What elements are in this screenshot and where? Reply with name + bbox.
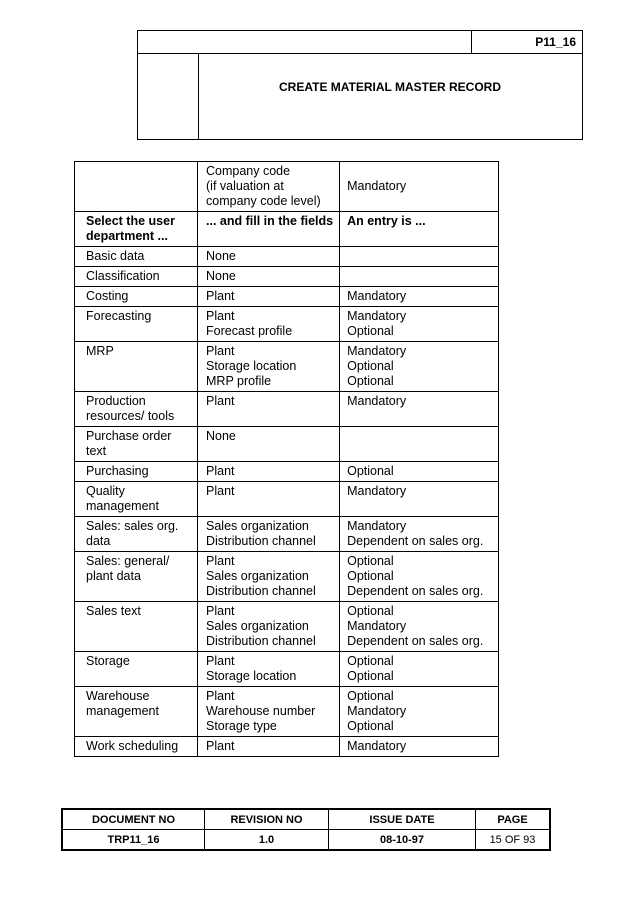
department-cell bbox=[75, 517, 198, 552]
fields-cell-line: Company code bbox=[206, 164, 291, 178]
fields-cell-line: Forecast profile bbox=[206, 324, 293, 338]
fields-cell bbox=[198, 462, 340, 482]
fields-cell-line: Distribution channel bbox=[206, 584, 316, 598]
table-row bbox=[75, 602, 499, 652]
entry-cell-line: Mandatory bbox=[347, 739, 407, 753]
fields-cell-line: Plant bbox=[206, 689, 235, 703]
table-row bbox=[75, 392, 499, 427]
table-row bbox=[75, 552, 499, 602]
entry-cell bbox=[340, 267, 499, 287]
fields-cell-line: None bbox=[206, 269, 236, 283]
fields-cell-line: Plant bbox=[206, 604, 235, 618]
fields-cell-line: Plant bbox=[206, 309, 235, 323]
fields-cell-line: None bbox=[206, 249, 236, 263]
table-row bbox=[75, 267, 499, 287]
entry-cell bbox=[340, 687, 499, 737]
fields-cell bbox=[198, 307, 340, 342]
footer-value-page: 15 OF 93 bbox=[476, 830, 551, 851]
fields-cell-line: Sales organization bbox=[206, 569, 309, 583]
document-header bbox=[137, 30, 583, 140]
department-fields-table bbox=[74, 161, 499, 757]
table-row bbox=[75, 517, 499, 552]
department-cell-line: plant data bbox=[86, 569, 141, 583]
department-cell-line: Purchase order bbox=[86, 429, 172, 443]
department-cell-line: Sales: sales org. bbox=[86, 519, 179, 533]
entry-cell bbox=[340, 287, 499, 307]
fields-cell bbox=[198, 517, 340, 552]
department-cell-line: Classification bbox=[86, 269, 160, 283]
fields-cell bbox=[198, 652, 340, 687]
fields-cell bbox=[198, 342, 340, 392]
fields-cell bbox=[198, 687, 340, 737]
table-row bbox=[75, 482, 499, 517]
fields-cell bbox=[198, 552, 340, 602]
table-row bbox=[75, 162, 499, 212]
entry-cell bbox=[340, 737, 499, 757]
entry-cell-line: Mandatory bbox=[347, 484, 407, 498]
department-cell bbox=[75, 552, 198, 602]
entry-cell-line: Optional bbox=[347, 669, 394, 683]
department-cell-line: Purchasing bbox=[86, 464, 149, 478]
table-row bbox=[75, 287, 499, 307]
entry-cell bbox=[340, 482, 499, 517]
department-cell bbox=[75, 427, 198, 462]
department-cell bbox=[75, 737, 198, 757]
entry-cell bbox=[340, 517, 499, 552]
table-row bbox=[75, 307, 499, 342]
fields-cell bbox=[198, 427, 340, 462]
department-cell-line: data bbox=[86, 534, 111, 548]
department-cell bbox=[75, 652, 198, 687]
entry-cell-line: Optional bbox=[347, 689, 394, 703]
department-cell bbox=[75, 247, 198, 267]
department-cell bbox=[75, 342, 198, 392]
entry-cell bbox=[340, 342, 499, 392]
department-cell-line: Forecasting bbox=[86, 309, 152, 323]
entry-cell-line: Dependent on sales org. bbox=[347, 634, 484, 648]
department-cell-line: resources/ tools bbox=[86, 409, 175, 423]
footer-label-revision-no: REVISION NO bbox=[205, 809, 329, 830]
department-cell-line: Storage bbox=[86, 654, 130, 668]
entry-cell bbox=[340, 462, 499, 482]
fields-cell bbox=[198, 267, 340, 287]
entry-cell-line: Mandatory bbox=[347, 394, 407, 408]
entry-cell-line: Dependent on sales org. bbox=[347, 584, 484, 598]
fields-cell-line: Plant bbox=[206, 739, 235, 753]
fields-cell bbox=[198, 482, 340, 517]
department-cell-line: Costing bbox=[86, 289, 129, 303]
footer-label-page: PAGE bbox=[476, 809, 551, 830]
entry-cell-line: Mandatory bbox=[347, 519, 407, 533]
table-row bbox=[75, 462, 499, 482]
column-header-fields-line: ... and fill in the fields bbox=[206, 214, 334, 228]
department-cell bbox=[75, 162, 198, 212]
department-cell bbox=[75, 267, 198, 287]
entry-cell-line: Mandatory bbox=[347, 289, 407, 303]
entry-cell bbox=[340, 162, 499, 212]
entry-cell bbox=[340, 552, 499, 602]
fields-cell bbox=[198, 602, 340, 652]
table-header-row bbox=[75, 212, 499, 247]
entry-cell-line: Optional bbox=[347, 604, 394, 618]
fields-cell-line: Plant bbox=[206, 464, 235, 478]
entry-cell-line: Mandatory bbox=[347, 619, 407, 633]
entry-cell-line: Optional bbox=[347, 464, 394, 478]
table-row bbox=[75, 342, 499, 392]
column-header-department-line: Select the user bbox=[86, 214, 175, 228]
department-cell bbox=[75, 482, 198, 517]
department-cell-line: management bbox=[86, 499, 159, 513]
department-cell-line: text bbox=[86, 444, 107, 458]
department-cell bbox=[75, 602, 198, 652]
entry-cell-line: Optional bbox=[347, 359, 394, 373]
department-cell-line: Quality bbox=[86, 484, 125, 498]
fields-cell bbox=[198, 162, 340, 212]
column-header-entry-line: An entry is ... bbox=[347, 214, 426, 228]
entry-cell bbox=[340, 652, 499, 687]
fields-cell-line: Plant bbox=[206, 344, 235, 358]
department-cell bbox=[75, 392, 198, 427]
entry-cell-line: Dependent on sales org. bbox=[347, 534, 484, 548]
fields-cell-line: Storage location bbox=[206, 359, 297, 373]
column-header-fields bbox=[198, 212, 340, 247]
department-cell-line: Work scheduling bbox=[86, 739, 179, 753]
column-header-department-line: department ... bbox=[86, 229, 168, 243]
department-cell bbox=[75, 462, 198, 482]
footer-value-document-no: TRP11_16 bbox=[62, 830, 205, 851]
page-reference: P11_16 bbox=[535, 35, 576, 49]
department-cell bbox=[75, 307, 198, 342]
entry-cell-line: Mandatory bbox=[347, 344, 407, 358]
entry-cell-line: Optional bbox=[347, 324, 394, 338]
fields-cell-line: Plant bbox=[206, 484, 235, 498]
fields-cell bbox=[198, 247, 340, 267]
document-title: CREATE MATERIAL MASTER RECORD bbox=[279, 80, 501, 94]
fields-cell-line: Warehouse number bbox=[206, 704, 316, 718]
fields-cell-line: company code level) bbox=[206, 194, 321, 208]
fields-cell-line: Plant bbox=[206, 289, 235, 303]
entry-cell bbox=[340, 247, 499, 267]
department-cell bbox=[75, 687, 198, 737]
table-row bbox=[75, 737, 499, 757]
fields-cell-line: Distribution channel bbox=[206, 534, 316, 548]
document-footer bbox=[61, 808, 551, 851]
department-cell-line: management bbox=[86, 704, 159, 718]
fields-cell-line: Sales organization bbox=[206, 519, 309, 533]
table-row bbox=[75, 687, 499, 737]
fields-cell-line: Plant bbox=[206, 554, 235, 568]
fields-cell bbox=[198, 392, 340, 427]
table-row bbox=[75, 427, 499, 462]
footer-label-issue-date: ISSUE DATE bbox=[329, 809, 476, 830]
department-cell-line: Sales text bbox=[86, 604, 141, 618]
fields-cell-line: Plant bbox=[206, 394, 235, 408]
footer-label-document-no: DOCUMENT NO bbox=[62, 809, 205, 830]
fields-cell-line: MRP profile bbox=[206, 374, 272, 388]
fields-cell-line: Plant bbox=[206, 654, 235, 668]
column-header-department bbox=[75, 212, 198, 247]
fields-cell-line: None bbox=[206, 429, 236, 443]
table-row bbox=[75, 652, 499, 687]
entry-cell bbox=[340, 427, 499, 462]
entry-cell bbox=[340, 602, 499, 652]
fields-cell-line: Sales organization bbox=[206, 619, 309, 633]
fields-cell bbox=[198, 287, 340, 307]
entry-cell-line: Mandatory bbox=[347, 309, 407, 323]
entry-cell-line: Optional bbox=[347, 569, 394, 583]
entry-cell bbox=[340, 307, 499, 342]
fields-cell bbox=[198, 737, 340, 757]
table-row bbox=[75, 247, 499, 267]
footer-value-issue-date: 08-10-97 bbox=[329, 830, 476, 851]
entry-cell-line: Optional bbox=[347, 654, 394, 668]
entry-cell bbox=[340, 392, 499, 427]
footer-value-revision-no: 1.0 bbox=[205, 830, 329, 851]
entry-cell-line: Optional bbox=[347, 719, 394, 733]
entry-cell-line: Optional bbox=[347, 374, 394, 388]
department-cell-line: MRP bbox=[86, 344, 114, 358]
department-cell-line: Warehouse bbox=[86, 689, 150, 703]
entry-cell-line: Optional bbox=[347, 554, 394, 568]
column-header-entry bbox=[340, 212, 499, 247]
entry-cell-line: Mandatory bbox=[347, 179, 407, 193]
fields-cell-line: Distribution channel bbox=[206, 634, 316, 648]
department-cell-line: Basic data bbox=[86, 249, 145, 263]
fields-cell-line: (if valuation at bbox=[206, 179, 284, 193]
entry-cell-line: Mandatory bbox=[347, 704, 407, 718]
department-cell-line: Sales: general/ bbox=[86, 554, 170, 568]
fields-cell-line: Storage location bbox=[206, 669, 297, 683]
department-cell-line: Production bbox=[86, 394, 146, 408]
department-cell bbox=[75, 287, 198, 307]
fields-cell-line: Storage type bbox=[206, 719, 277, 733]
